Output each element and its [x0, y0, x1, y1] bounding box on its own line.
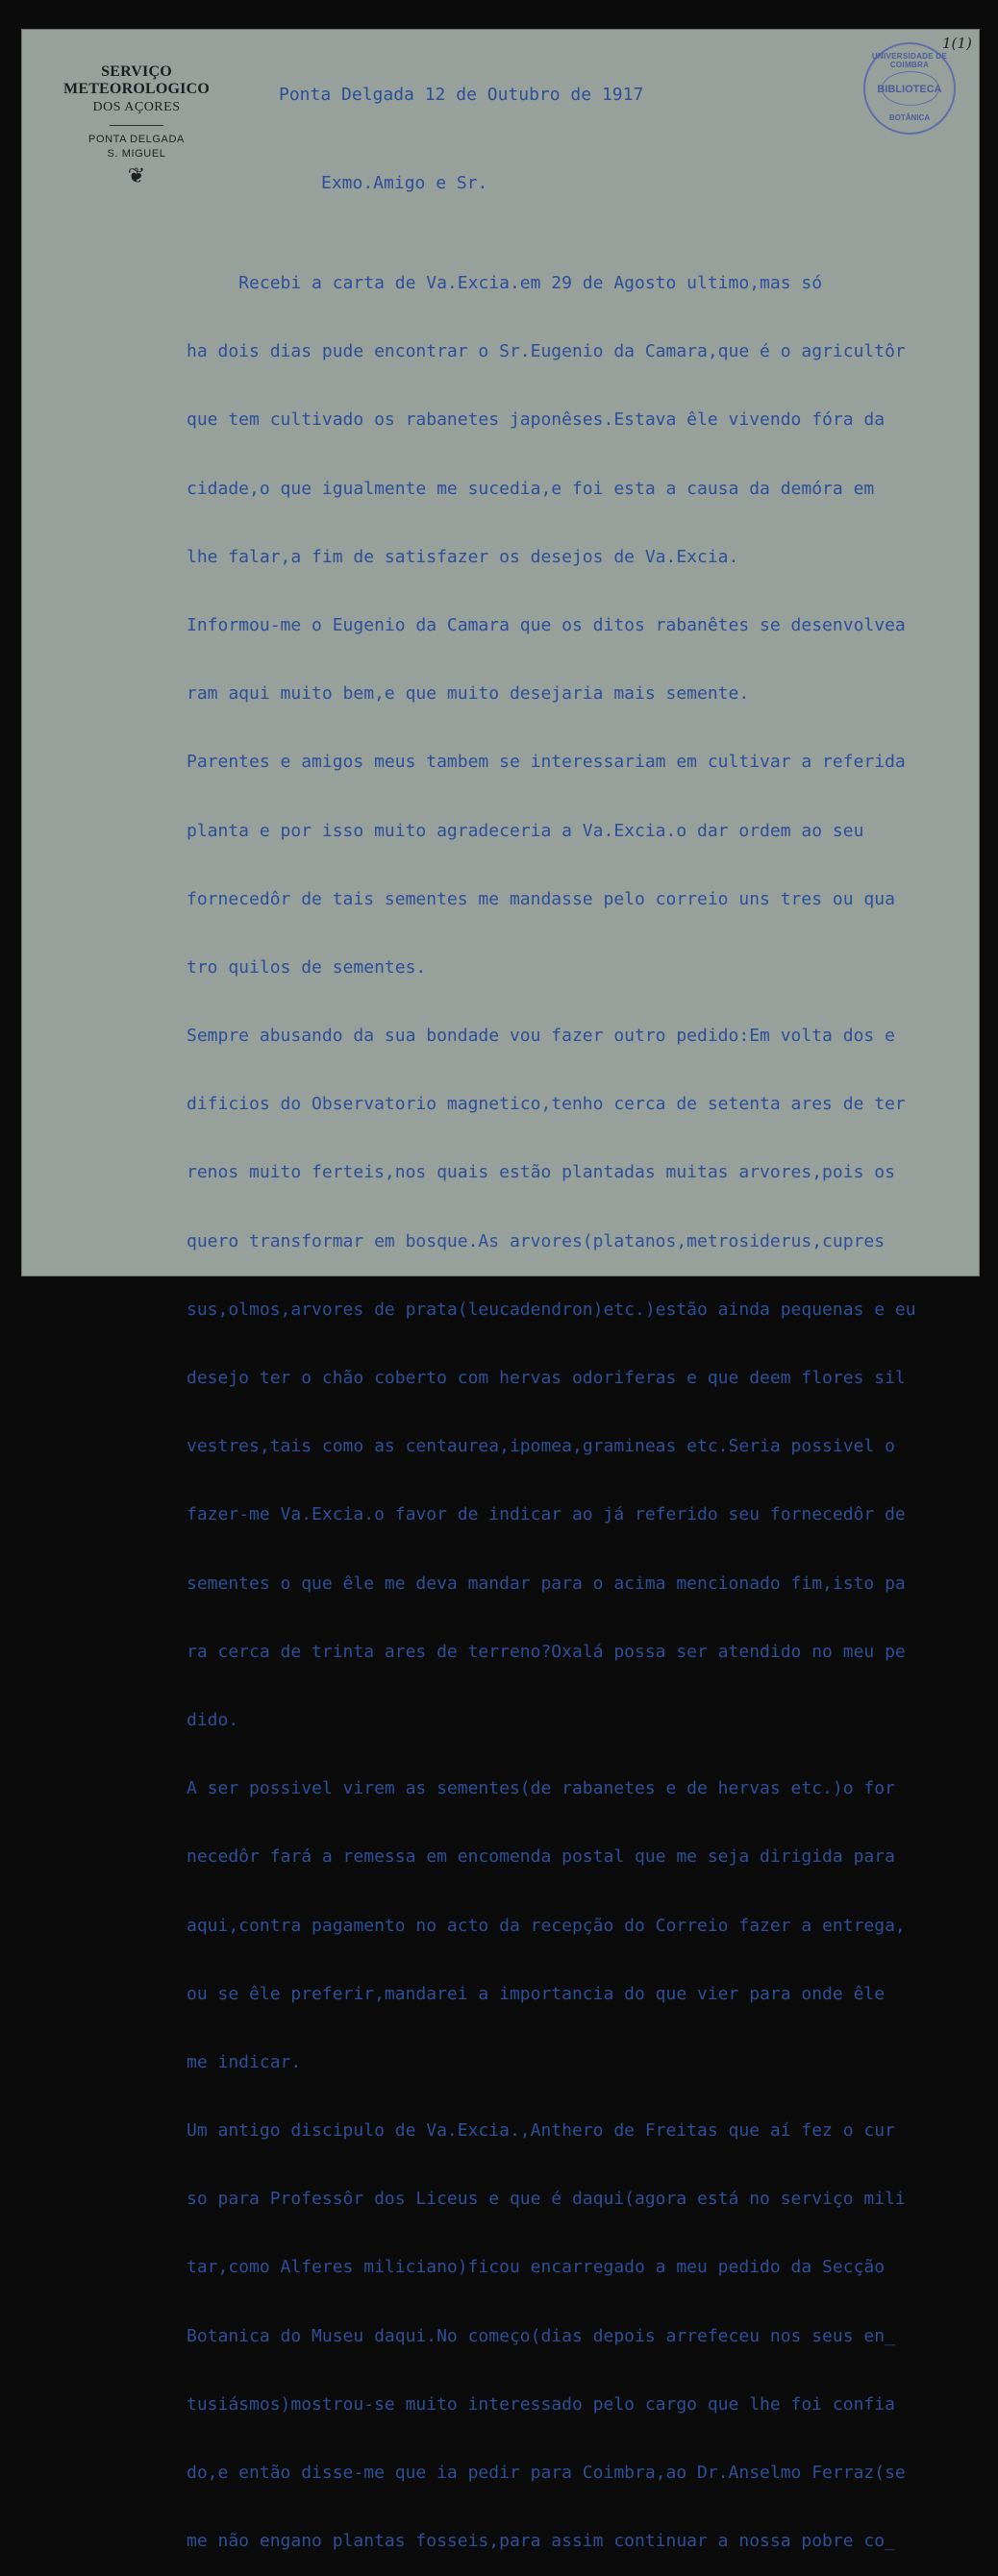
body-line: tusiásmos)mostrou-se muito interessado pelo cargo que lhe foi confia — [187, 2393, 895, 2415]
ornament-icon: ❦ — [127, 163, 146, 187]
body-line: ha dois dias pude encontrar o Sr.Eugenio da Camara,que é o agricultôr — [187, 341, 906, 362]
folio-number: 1(1) — [942, 35, 972, 52]
stamp-top-text: UNIVERSIDADE DE COIMBRA — [871, 52, 948, 69]
body-line: do,e então disse-me que ia pedir para Coimbra,ao Dr.Anselmo Ferraz(se — [187, 2463, 906, 2483]
body-line: dido. — [187, 1709, 239, 1730]
letterhead-city: PONTA DELGADA — [88, 134, 185, 145]
body-line: fornecedôr de tais sementes me mandasse pelo correio uns tres ou qua — [187, 888, 895, 909]
letterhead-subtitle: DOS AÇORES — [92, 100, 181, 114]
body-line: necedôr fará a remessa em encomenda postal que me seja dirigida para — [187, 1846, 895, 1868]
body-line: A ser possivel virem as sementes(de rabanetes e de hervas etc.)o for — [187, 1778, 895, 1799]
body-line: ra cerca de trinta ares de terreno?Oxalá possa ser atendido no meu pe — [187, 1641, 906, 1662]
letterhead — [55, 63, 218, 188]
body-line: me não engano plantas fosseis,para assim continuar a nossa pobre co_ — [187, 2531, 895, 2552]
letterhead-divider — [110, 125, 163, 126]
letter-body — [187, 229, 916, 2576]
dateline: Ponta Delgada 12 de Outubro de 1917 — [279, 85, 644, 105]
body-line: cidade,o que igualmente me sucedia,e foi esta a causa da demóra em — [187, 478, 875, 499]
letter-page — [21, 29, 980, 2552]
body-line: renos muito ferteis,nos quais estão plantadas muitas arvores,pois os — [187, 1162, 895, 1183]
body-line: quero transformar em bosque.As arvores(platanos,metrosiderus,cupres — [187, 1230, 886, 1251]
body-line: fazer-me Va.Excia.o favor de indicar ao já referido seu fornecedôr de — [187, 1504, 906, 1525]
library-stamp — [863, 42, 956, 135]
body-line: sementes o que êle me deva mandar para o acima mencionado fim,isto pa — [187, 1573, 906, 1594]
letterhead-organization: SERVIÇO METEOROLOGICO — [63, 63, 210, 97]
body-line: ram aqui muito bem,e que muito desejaria mais semente. — [187, 683, 750, 705]
body-line: me indicar. — [187, 2051, 302, 2072]
body-line: Parentes e amigos meus tambem se interessariam em cultivar a referida — [187, 752, 906, 773]
body-line: que tem cultivado os rabanetes japonêses.Estava êle vivendo fóra da — [187, 409, 886, 431]
body-line: tro quilos de sementes. — [187, 956, 427, 978]
body-line: Sempre abusando da sua bondade vou fazer outro pedido:Em volta dos e — [187, 1026, 895, 1047]
body-line: desejo ter o chão coberto com hervas odoriferas e que deem flores sil — [187, 1368, 906, 1388]
body-line: Botanica do Museu daqui.No começo(dias depois arrefeceu nos seus en_ — [187, 2325, 895, 2346]
body-line: Um antigo discipulo de Va.Excia.,Anthero de Freitas que aí fez o cur — [187, 2120, 895, 2142]
body-line: Informou-me o Eugenio da Camara que os ditos rabanêtes se desenvolvea — [187, 614, 906, 635]
salutation: Exmo.Amigo e Sr. — [321, 173, 488, 193]
body-line: Recebi a carta de Va.Excia.em 29 de Agosto ultimo,mas só — [187, 273, 823, 293]
body-line: dificios do Observatorio magnetico,tenho cerca de setenta ares de ter — [187, 1094, 906, 1115]
body-line: aqui,contra pagamento no acto da recepção do Correio fazer a entrega, — [187, 1915, 906, 1936]
body-line: vestres,tais como as centaurea,ipomea,gramineas etc.Seria possivel o — [187, 1436, 895, 1457]
stamp-middle-text: BIBLIOTECA — [877, 84, 942, 95]
body-line: ou se êle preferir,mandarei a importancia do que vier para onde êle — [187, 1983, 886, 2004]
stamp-bottom-text: BOTÂNICA — [888, 113, 931, 122]
body-line: so para Professôr dos Liceus e que é daqui(agora está no serviço mili — [187, 2189, 906, 2210]
body-line: sus,olmos,arvores de prata(leucadendron)etc.)estão ainda pequenas e eu — [187, 1299, 916, 1320]
body-line: tar,como Alferes miliciano)ficou encarregado a meu pedido da Secção — [187, 2257, 886, 2278]
body-line: planta e por isso muito agradeceria a Va.Excia.o dar ordem ao seu — [187, 820, 864, 841]
letterhead-island: S. MIGUEL — [107, 148, 166, 160]
body-line: lhe falar,a fim de satisfazer os desejos de Va.Excia. — [187, 546, 739, 567]
